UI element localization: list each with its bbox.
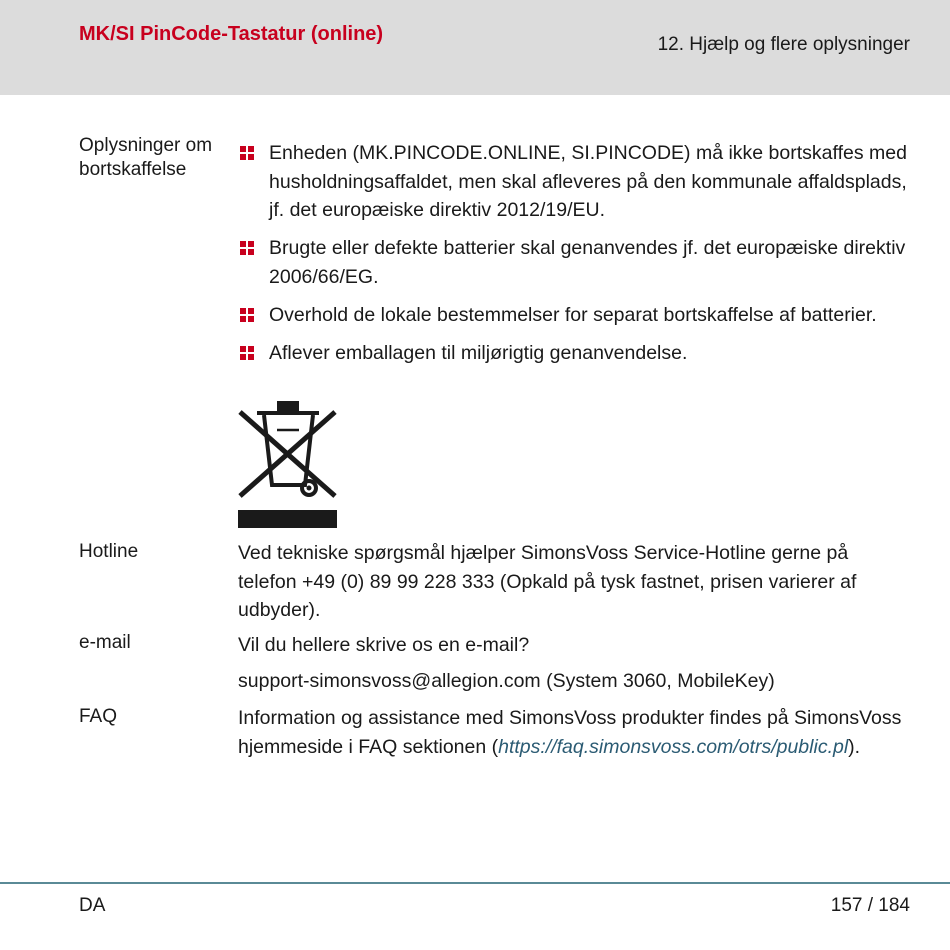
- list-item: [240, 339, 910, 368]
- email-question: Vil du hellere skrive os en e-mail?: [238, 634, 530, 656]
- bullet-icon: [240, 146, 255, 161]
- footer-language: DA: [79, 895, 106, 916]
- chapter-title: 12. Hjælp og flere oplysninger: [657, 34, 910, 55]
- faq-text: [238, 704, 903, 761]
- bullet-icon: [240, 346, 255, 361]
- hotline-text: Ved tekniske spørgsmål hjælper SimonsVoss Service-Hotline gerne på telefon +49 (0) 89 99 228 333 (Opkald på tysk fastnet, prisen varierer af udbyder).: [238, 542, 857, 621]
- list-item: [240, 301, 910, 330]
- bullet-text: Aflever emballagen til miljørigtig genanvendelse.: [269, 341, 688, 364]
- list-item: [240, 234, 910, 291]
- email-label: e-mail: [79, 632, 131, 653]
- footer-divider: [0, 882, 950, 884]
- bullet-text: Brugte eller defekte batterier skal genanvendes jf. det europæiske direktiv 2006/66/EG.: [269, 237, 906, 288]
- email-address[interactable]: support-simonsvoss@allegion.com (System 3060, MobileKey): [238, 670, 775, 692]
- faq-text-before: Information og assistance med SimonsVoss produkter findes på SimonsVoss hjemmeside i FAQ sektionen (: [238, 707, 902, 758]
- bullet-text: Overhold de lokale bestemmelser for separat bortskaffelse af batterier.: [269, 303, 877, 326]
- disposal-bullet-list: [240, 139, 910, 377]
- disposal-label: Oplysninger om bortskaffelse: [79, 135, 213, 180]
- bullet-text: Enheden (MK.PINCODE.ONLINE, SI.PINCODE) må ikke bortskaffes med husholdningsaffaldet, men skal afleveres på den kommunale affaldsplads, jf. det europæiske direktiv 2012/19/EU.: [269, 142, 907, 221]
- faq-text-after: ).: [848, 735, 861, 758]
- page-number: 157 / 184: [830, 895, 910, 916]
- page-header: [0, 0, 950, 95]
- hotline-label: Hotline: [79, 541, 139, 562]
- product-title: MK/SI PinCode-Tastatur (online): [79, 23, 384, 45]
- faq-label: FAQ: [79, 706, 118, 727]
- weee-crossed-out-bin-icon: [237, 400, 339, 530]
- list-item: [240, 139, 910, 225]
- bullet-icon: [240, 241, 255, 256]
- faq-link[interactable]: https://faq.simonsvoss.com/otrs/public.pl: [498, 735, 849, 758]
- bullet-icon: [240, 308, 255, 323]
